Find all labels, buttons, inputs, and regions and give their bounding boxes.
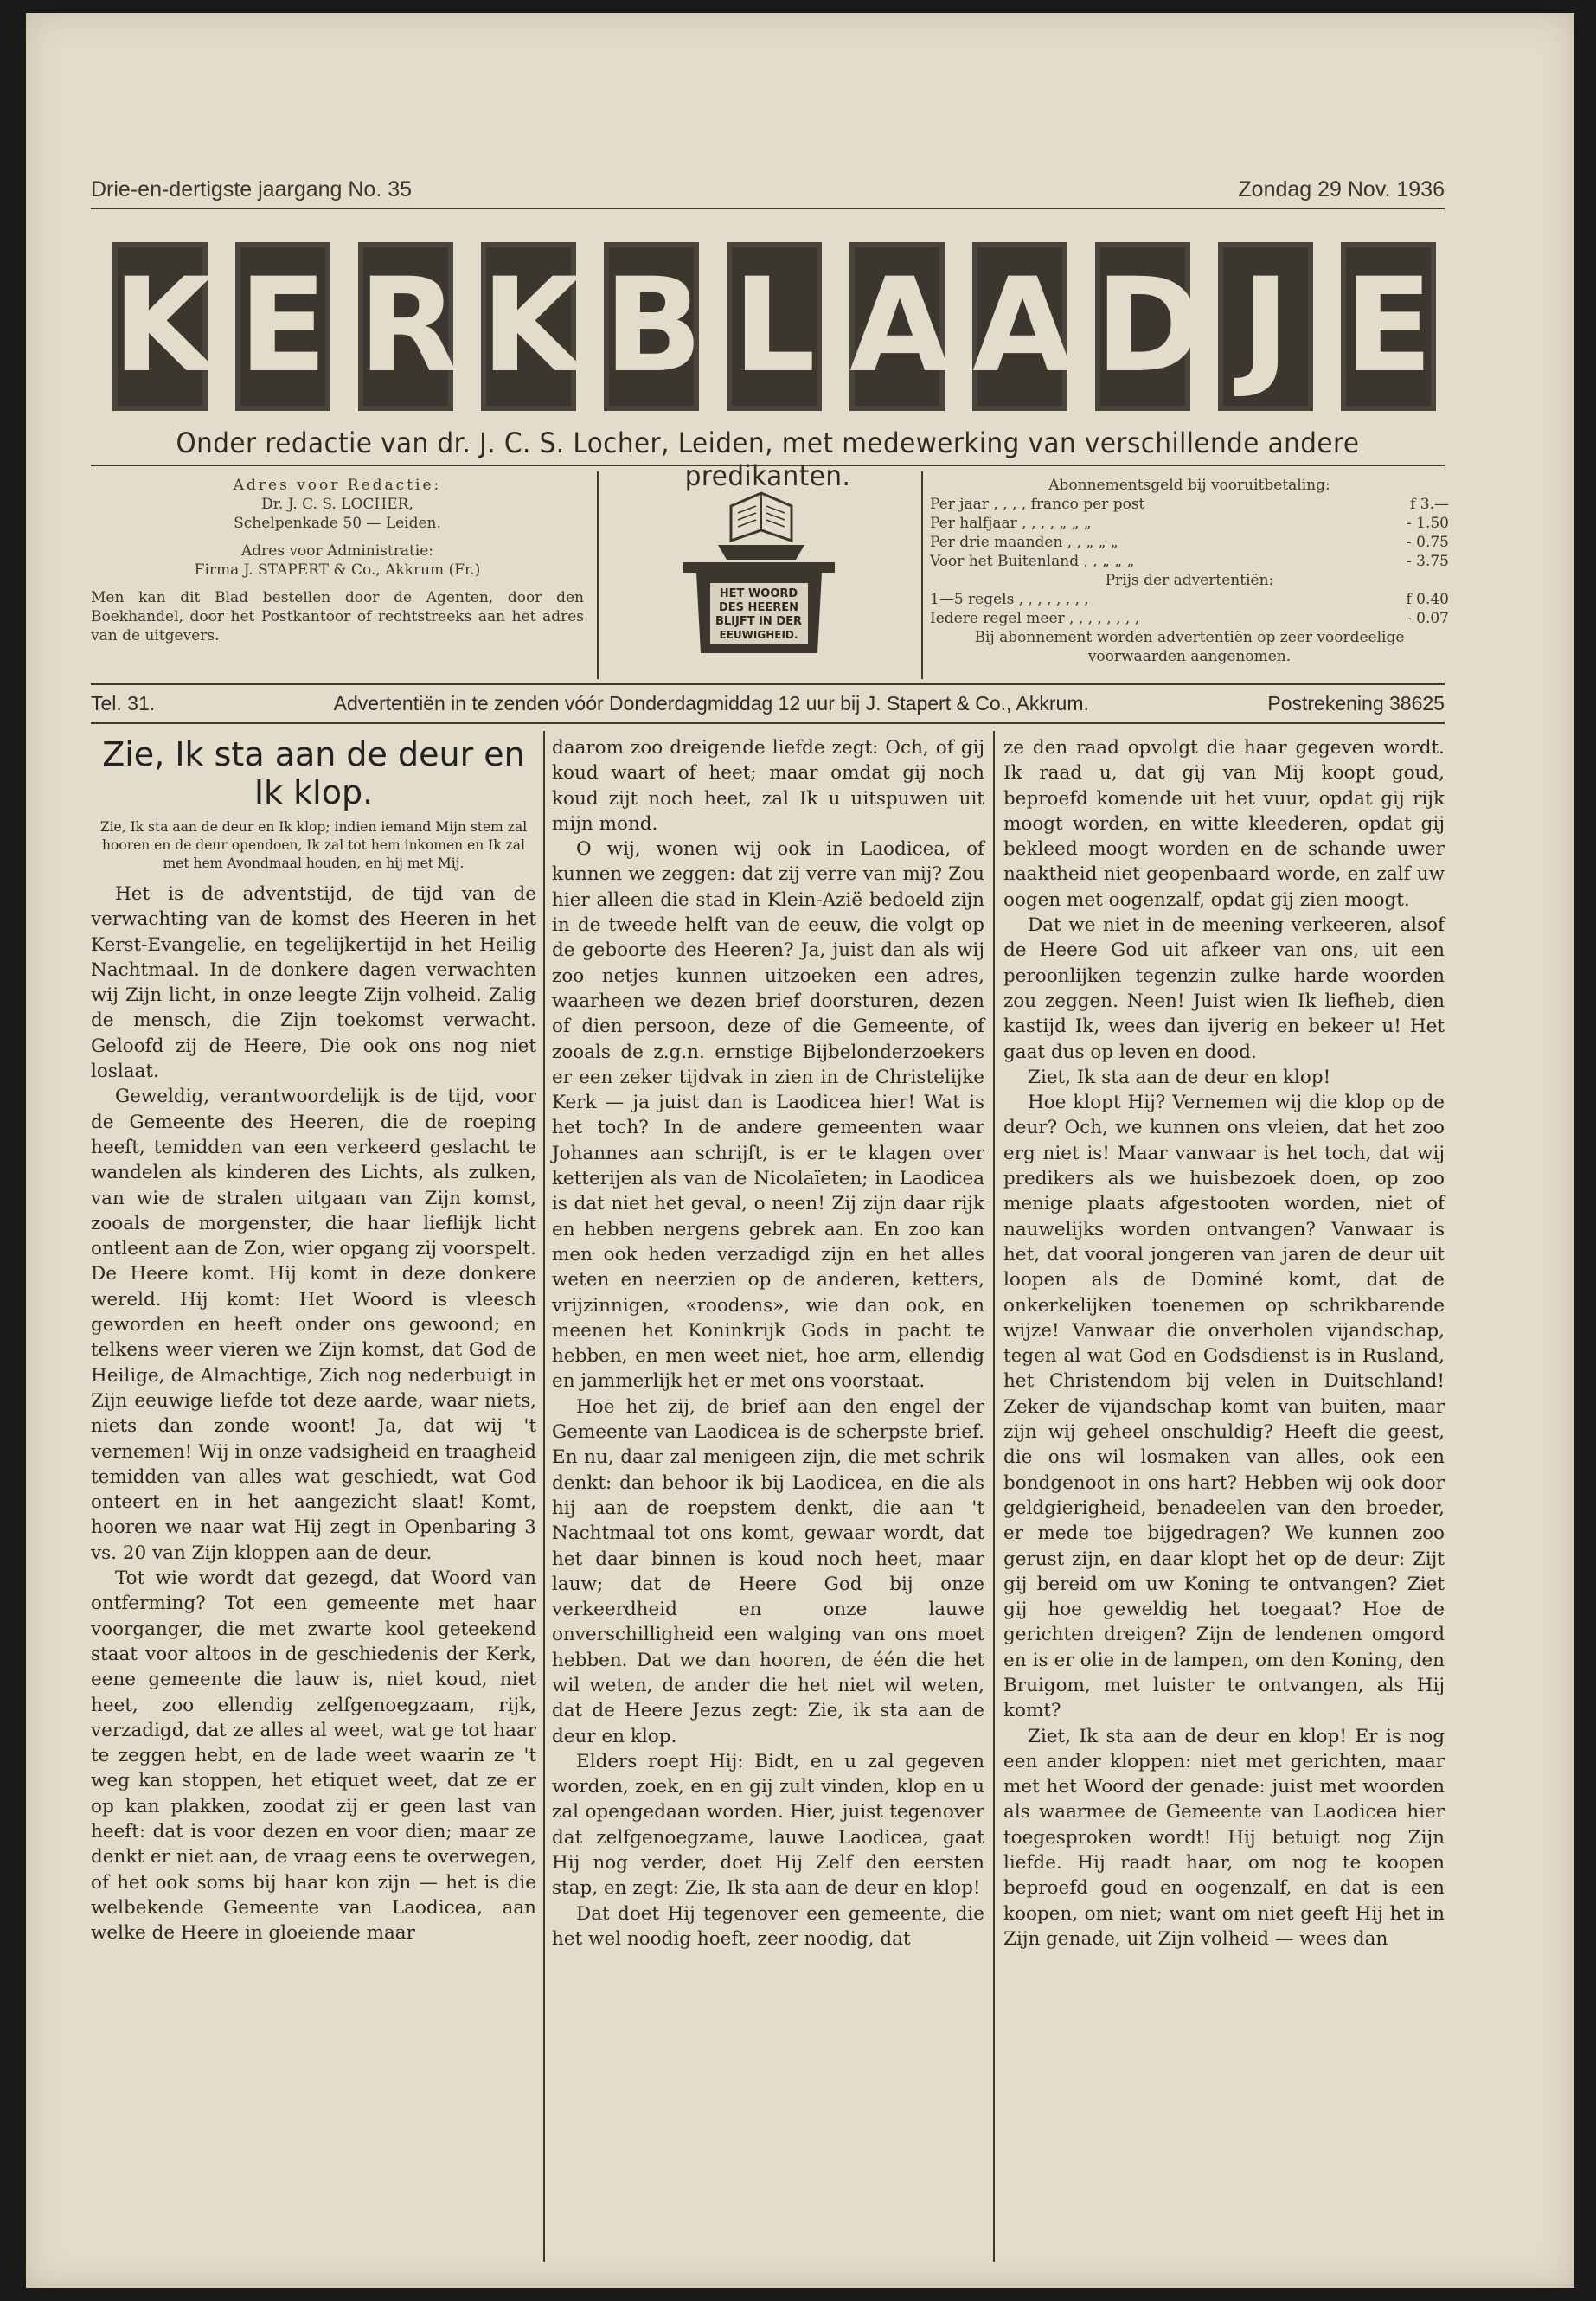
volume-number: Drie-en-dertigste jaargang No. 35 [91, 177, 413, 202]
ads-title: Prijs der advertentiën: [1105, 572, 1274, 589]
subscription-note: Bij abonnement worden advertentiën op zeer voordeelige voorwaarden aangenomen. [974, 629, 1405, 665]
article-paragraph: Ziet, Ik sta aan de deur en klop! [1028, 1066, 1331, 1088]
article-column-1 [91, 735, 536, 1945]
masthead-letter: A [972, 242, 1067, 411]
price-value: f 3.— [1410, 496, 1449, 513]
subscription-block [930, 476, 1449, 666]
header-bottom-rule [91, 683, 1445, 685]
masthead-letter: K [481, 242, 576, 411]
ad-price-label: 1—5 regels , , , , , , , , [930, 591, 1089, 608]
address-block [91, 476, 584, 645]
masthead-letter: E [1341, 242, 1436, 411]
article-paragraph: daarom zoo dreigende liefde zegt: Och, of gij koud waart of heet; maar omdat gij noch koud zijt noch heet, zal Ik u uitspuwen uit mijn mond. [552, 737, 984, 835]
redactie-address: Schelpenkade 50 — Leiden. [234, 515, 441, 532]
article-paragraph: Geweldig, verantwoordelijk is de tijd, voor de Gemeente des Heeren, die de roeping heeft, temidden van een verkeerd geslacht te wandelen als kinderen des Lichts, als zulken, van wie de stralen uitgaan van Zijn komst, zooals de morgenster, die haar lieflijk licht ontleent aan de Zon, wier opgang zij voorspelt. De Heere komt. Hij komt in deze donkere wereld. Hij komt: Het Woord is vleesch geworden en heeft onder ons gewoond; en telkens weer vieren we Zijn komst, dat God de Heilige, de Almachtige, Zich nog nederbuigt in Zijn eeuwige liefde tot deze aarde, waar niets, niets dan zonde woont! Ja, dat wij 't vernemen! Wij in onze vadsigheid en traagheid temidden van alles wat geschiedt, wat God onteert en in het aangezicht slaat! Komt, hooren we naar wat Hij zegt in Openbaring 3 vs. 20 van Zijn kloppen aan de deur. [91, 1086, 536, 1564]
telephone: Tel. 31. [91, 692, 156, 715]
masthead-letter: R [358, 242, 453, 411]
redactie-label: Adres voor Redactie: [233, 477, 442, 494]
article-paragraph: Het is de adventstijd, de tijd van de verwachting van de komst des Heeren in het Kerst-Evangelie, en tegelijkertijd in het Heilig Nachtmaal. In de donkere dagen verwachten wij Zijn licht, in onze leegte Zijn volheid. Zalig de mensch, die Zijn toekomst verwacht. Geloofd zij de Heere, Die ook ons nog niet loslaat. [91, 883, 536, 1083]
order-note: Men kan dit Blad bestellen door de Agenten, door den Boekhandel, door het Postkantoor of rechtstreeks aan het adres van de uitgevers. [91, 589, 584, 644]
subtitle-rule [91, 465, 1445, 466]
article-paragraph: ze den raad opvolgt die haar gegeven wordt. Ik raad u, dat gij van Mij koopt goud, beproefd komende uit het vuur, opdat gij rijk moogt worden, en witte kleederen, opdat gij bekleed moogt worden en de schande uwer naaktheid niet geopenbaard worde, en zalf uw oogen met oogenzalf, opdat gij zien moogt. [1003, 737, 1445, 911]
masthead-letter: J [1218, 242, 1313, 411]
ads-deadline: Advertentiën in te zenden vóór Donderdagmiddag 12 uur bij J. Stapert & Co., Akkrum. [333, 692, 1089, 715]
admin-label: Adres voor Administratie: [240, 542, 434, 560]
masthead-letter: B [604, 242, 699, 411]
column-divider [993, 731, 995, 2262]
admin-name: Firma J. STAPERT & Co., Akkrum (Fr.) [194, 561, 481, 579]
info-line [91, 692, 1445, 715]
issue-line [91, 177, 1445, 202]
postrekening: Postrekening 38625 [1267, 692, 1445, 715]
masthead-subtitle: Onder redactie van dr. J. C. S. Locher, Leiden, met medewerking van verschillende andere predikanten. [176, 426, 1360, 492]
ad-price-row [930, 609, 1449, 628]
ad-price-value: - 0.07 [1407, 610, 1449, 627]
price-row [930, 495, 1449, 514]
ad-price-value: f 0.40 [1406, 591, 1449, 608]
article-epigraph: Zie, Ik sta aan de deur en Ik klop; indien iemand Mijn stem zal hooren en de deur opendoen, Ik zal tot hem inkomen en Ik zal met hem Avondmaal houden, en hij met Mij. [99, 819, 528, 871]
price-row [930, 533, 1449, 552]
article-column-3 [1003, 735, 1445, 1952]
article-paragraph: Elders roept Hij: Bidt, en u zal gegeven worden, zoek, en en gij zult vinden, klop en u zal opengedaan worden. Hier, juist tegenover dat zelfgenoegzame, lauwe Laodicea, gaat Hij nog verder, doet Hij Zelf den eersten stap, en zegt: Zie, Ik sta aan de deur en klop! [552, 1750, 984, 1900]
header-divider-right [921, 471, 923, 679]
ad-price-row [930, 590, 1449, 609]
issue-date: Zondag 29 Nov. 1936 [1238, 177, 1445, 202]
price-value: - 1.50 [1407, 515, 1449, 532]
masthead-title [112, 242, 1436, 415]
article-paragraph: Tot wie wordt dat gezegd, dat Woord van ontferming? Tot een gemeente met haar voorganger, die met zwarte kool geteekend staat voor altoos in de geschiedenis der Kerk, eene gemeente die lauw is, niet koud, niet heet, zoo ellendig zelfgenoegzaam, rijk, verzadigd, dat ze alles al weet, wat ge tot haar te zeggen hebt, en de lade weet waarin ze 't weg kan stoppen, het etiquet weet, dat ze er op kan plakken, zoodat zij er geen last van heeft: dat is voor dezen en voor dien; maar ze denkt er niet aan, de vraag eens te overwegen, of het ook soms bij haar kon zijn — het is die welbekende Gemeente van Laodicea, aan welke de Heere in gloeiende maar [91, 1567, 536, 1945]
logo-text-2: DES HEEREN [719, 601, 798, 614]
info-bottom-rule [91, 722, 1445, 724]
masthead-letter: A [849, 242, 945, 411]
price-row [930, 514, 1449, 533]
masthead-letter: K [112, 242, 208, 411]
article-paragraph: Ziet, Ik sta aan de deur en klop! Er is nog een ander kloppen: niet met gerichten, maar met het Woord der genade: juist met woorden als waarmee de Gemeente van Laodicea hier toegesproken wordt! Hij betuigt nog Zijn liefde. Hij raadt haar, om nog te koopen beproefd goud en oogenzalf, en dat is een koopen, om niet; want om niet geeft Hij het in Zijn genade, uit Zijn volheid — wees dan [1003, 1725, 1445, 1950]
logo-text-1: HET WOORD [719, 587, 798, 600]
column-divider [543, 731, 545, 2262]
bible-lectern-logo [649, 480, 869, 662]
newspaper-page [26, 13, 1574, 2288]
article-paragraph: Dat we niet in de meening verkeeren, alsof de Heere God uit afkeer van ons, uit een peroonlijken tegenzin zulke harde woorden zou zeggen. Neen! Juist wien Ik liefheb, dien kastijd Ik, wees dan ijverig en bekeer u! Het gaat dus op leven en dood. [1003, 914, 1445, 1063]
header-divider-left [597, 471, 599, 679]
ad-price-label: Iedere regel meer , , , , , , , , [930, 610, 1140, 627]
article-paragraph: Dat doet Hij tegenover een gemeente, die het wel noodig hoeft, zeer noodig, dat [552, 1902, 984, 1950]
price-label: Voor het Buitenland , , „ „ „ [930, 553, 1135, 570]
article-paragraph: O wij, wonen wij ook in Laodicea, of kunnen we zeggen: dat zij verre van mij? Zou hier alleen die stad in Klein-Azië bedoeld zijn in de tweede helft van de eeuw, die volgt op de geboorte des Heeren? Ja, juist dan als wij zoo netjes kunnen uitzoeken een adres, waarheen we dezen brief doorsturen, dezen of dien persoon, deze of die Gemeente, of zooals de z.g.n. ernstige Bijbelonderzoekers er een zeker tijdvak in zien in de Christelijke Kerk — ja juist dan is Laodicea hier! Wat is het toch? In de andere gemeenten waar Johannes aan schrijft, is er te klagen over ketterijen als van de Nicolaïeten; in Laodicea is dat niet het geval, o neen! Zij zijn daar rijk en hebben nergens gebrek aan. En zoo kan men ook heden verzadigd zijn en het alles weten en neerzien op de anderen, ketters, vrijzinnigen, «roodens», wie dan ook, en meenen het Koninkrijk Gods in pacht te hebben, en men weet niet, hoe arm, ellendig en jammerlijk het er met ons voorstaat. [552, 838, 984, 1393]
article-headline: Zie, Ik sta aan de deur en Ik klop. [102, 735, 525, 811]
redactie-name: Dr. J. C. S. LOCHER, [261, 496, 413, 513]
price-label: Per halfjaar , , , , „ „ „ [930, 515, 1092, 532]
price-row [930, 552, 1449, 571]
masthead-letter: E [235, 242, 330, 411]
logo-text-4: EEUWIGHEID. [719, 629, 798, 641]
price-value: - 0.75 [1407, 534, 1449, 551]
article-paragraph: Hoe het zij, de brief aan den engel der Gemeente van Laodicea is de scherpste brief. En nu, daar zal menigeen zijn, die met schrik denkt: dan behoor ik bij Laodicea, en die als hij aan de roepstem denkt, die aan 't Nachtmaal tot ons komt, gewaar wordt, dat het daar binnen is koud noch heet, maar lauw; dat de Heere God bij onze verkeerdheid en onze lauwe onverschilligheid een walging van ons moet hebben. Dat we dan hooren, de één die het wil weten, de ander die het niet wil weten, dat de Heere Jezus zegt: Zie, ik sta aan de deur en klop. [552, 1395, 984, 1747]
masthead-letter: D [1095, 242, 1190, 411]
article-paragraph: Hoe klopt Hij? Vernemen wij die klop op de deur? Och, we kunnen ons vleien, dat het zoo erg niet is! Maar vanwaar is het toch, dat wij predikers als we huisbezoek doen, op zoo menige plaats afgestooten worden, niet of nauwelijks worden ontvangen? Vanwaar is het, dat vooral jongeren van jaren de deur uit loopen als de Dominé komt, dat de onkerkelijken toenemen op schrikbarende wijze! Vanwaar die onverholen vijandschap, tegen al wat God en Godsdienst is in Rusland, het Christendom bij velen in Duitschland! Zeker de vijandschap komt van buiten, maar zijn wij geheel onschuldig? Heeft die geest, die ons wil losmaken van alles, ook een bondgenoot in ons hart? Hebben wij ook door geldgierigheid, benadeelen van den broeder, er mede toe bijgedragen? We kunnen zoo gerust zijn, en daar klopt het op de deur: Zijt gij bereid om uw Koning te ontvangen? Ziet gij hoe geweldig het toegaat? Hoe de gerichten dreigen? Zijn de lendenen omgord en is er olie in de lampen, om den Koning, den Bruigom, met luister te ontvangen, als Hij komt? [1003, 1092, 1445, 1722]
price-label: Per drie maanden , , „ „ „ [930, 534, 1118, 551]
masthead-letter: L [727, 242, 822, 411]
subscription-title: Abonnementsgeld bij vooruitbetaling: [1048, 477, 1330, 494]
price-value: - 3.75 [1407, 553, 1449, 570]
logo-text-3: BLIJFT IN DER [715, 615, 803, 628]
article-column-2 [552, 735, 984, 1952]
top-rule [91, 208, 1445, 209]
price-label: Per jaar , , , , franco per post [930, 496, 1145, 513]
